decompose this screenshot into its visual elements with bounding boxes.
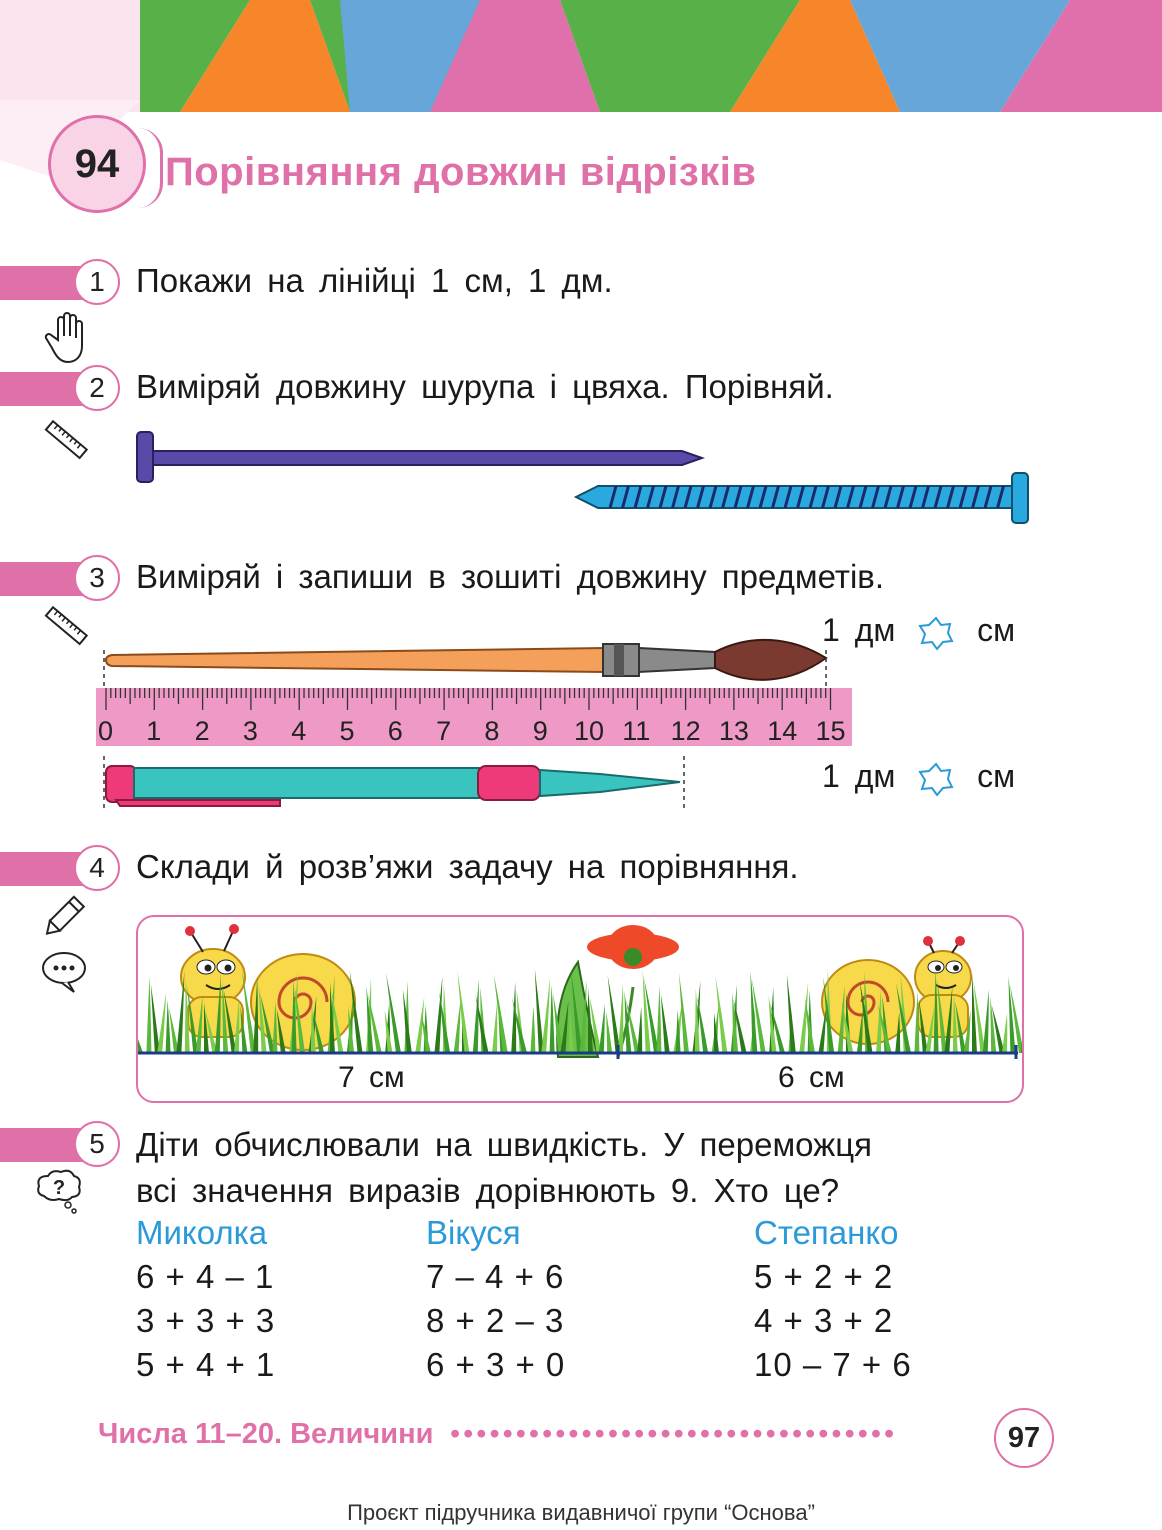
lesson-badge-arc	[138, 128, 163, 208]
page-number	[994, 1408, 1054, 1468]
blank-answer-icon[interactable]	[918, 762, 954, 796]
expression: 6 + 4 – 1	[136, 1258, 275, 1295]
brush-image	[100, 630, 836, 690]
pen-dm-value: 1 дм	[822, 758, 896, 794]
hand-icon	[44, 310, 88, 366]
expression: 5 + 4 + 1	[136, 1346, 276, 1383]
grass-blade	[541, 977, 550, 1053]
grass-blade	[599, 1004, 605, 1053]
expression: 4 + 3 + 2	[754, 1302, 894, 1339]
child-name-stepanko: Степанко	[754, 1214, 899, 1251]
ruler-label: 0	[98, 716, 114, 746]
grass-blade	[983, 989, 989, 1053]
grass-blade	[972, 973, 977, 1053]
brush-measurement	[822, 612, 1015, 650]
task-number-2: 2	[74, 365, 120, 411]
grass-blade	[787, 974, 796, 1053]
ruler-label: 8	[484, 716, 500, 746]
task-text-5-line-1: Діти обчислювали на швидкість. У переможця	[136, 1126, 872, 1163]
grass-blade	[588, 988, 593, 1053]
task-text-2: Виміряй довжину шурупа і цвяха. Порівняй.	[136, 368, 834, 405]
ruler-label: 9	[532, 716, 548, 746]
snails-meadow-picture	[136, 915, 1024, 1103]
brush-dm-value: 1 дм	[822, 612, 896, 648]
grass-blade	[151, 984, 160, 1053]
task-text-3: Виміряй і запиши в зошиті довжину предметів.	[136, 558, 884, 595]
ruler-label: 14	[767, 716, 798, 746]
ruler-label: 3	[242, 716, 258, 746]
ruler-label: 11	[622, 716, 651, 746]
grass-blade	[473, 979, 479, 1053]
grass-blade	[138, 1013, 143, 1053]
grass-blade	[530, 1006, 535, 1053]
task-text-1: Покажи на лінійці 1 см, 1 дм.	[136, 262, 613, 299]
grass-blade	[618, 983, 623, 1053]
grass-blade	[661, 994, 670, 1053]
grass-blade	[492, 1003, 497, 1053]
grass-blade	[637, 1007, 642, 1053]
grass-blade	[511, 982, 516, 1053]
svg-text:?: ?	[52, 1177, 66, 1199]
meadow-illustration	[138, 917, 1024, 1103]
expression: 6 + 3 + 0	[426, 1346, 566, 1383]
grass-blade	[1002, 1013, 1007, 1053]
ruler-label: 7	[436, 716, 452, 746]
ruler-label: 6	[387, 716, 403, 746]
screw-image	[574, 470, 1030, 526]
pen-measurement	[822, 758, 1015, 796]
task-number-4: 4	[74, 845, 120, 891]
ruler-icon	[44, 418, 88, 462]
child-name-vikusya: Вікуся	[426, 1214, 521, 1251]
grass-blade	[157, 992, 166, 1053]
grass-blade	[818, 1006, 826, 1053]
blank-answer-icon[interactable]	[918, 616, 954, 650]
pen-image	[100, 756, 690, 812]
left-segment-label: 7 см	[338, 1061, 405, 1094]
right-segment-label: 6 см	[778, 1061, 845, 1094]
ruler-label: 13	[718, 716, 749, 746]
decorative-banner	[0, 0, 1162, 112]
task-number-5: 5	[74, 1121, 120, 1167]
expression: 5 + 2 + 2	[754, 1258, 894, 1295]
thinking-icon	[34, 1168, 84, 1216]
lesson-number-badge	[48, 115, 146, 213]
expression: 7 – 4 + 6	[426, 1258, 565, 1295]
grass-blade	[656, 986, 661, 1053]
pen-cm-value: см	[977, 758, 1016, 794]
grass-blade	[714, 1013, 719, 1053]
brush-cm-value: см	[977, 612, 1016, 648]
task-text-4: Склади й розв’яжи задачу на порівняння.	[136, 848, 799, 885]
ruler-label: 2	[194, 716, 210, 746]
expression: 8 + 2 – 3	[426, 1302, 565, 1339]
publisher-credit: Проєкт підручника видавничої групи “Основа”	[347, 1500, 815, 1525]
page-title: Порівняння довжин відрізків	[165, 150, 757, 194]
ruler-label: 10	[574, 716, 605, 746]
lesson-number: 94	[74, 141, 120, 186]
ruler-label: 4	[291, 716, 307, 746]
pencil-icon	[40, 894, 88, 942]
child-name-mykolka: Миколка	[136, 1214, 268, 1251]
grass-blade	[166, 1000, 171, 1053]
grass-blade	[434, 976, 442, 1053]
grass-blade	[535, 969, 544, 1053]
grass-blade	[146, 976, 151, 1053]
task-text-5-line-2: всі значення виразів дорівнюють 9. Хто це?	[136, 1172, 840, 1209]
expression: 3 + 3 + 3	[136, 1302, 276, 1339]
grass-blade	[914, 991, 919, 1053]
ruler-icon	[44, 604, 88, 648]
ruler-label: 12	[670, 716, 701, 746]
section-footer: Числа 11–20. Величини	[98, 1418, 434, 1450]
page-number-text: 97	[1007, 1421, 1041, 1454]
ruler-label: 5	[339, 716, 355, 746]
grass-blade	[454, 1000, 461, 1053]
ruler-label: 1	[146, 716, 162, 746]
task-number-3: 3	[74, 555, 120, 601]
footer-dots: ••••••••••••••••••••••••••••••••••	[450, 1418, 898, 1450]
speech-bubble-icon	[40, 948, 88, 994]
ruler-label: 15	[815, 716, 846, 746]
grass-blade	[176, 971, 184, 1053]
expression: 10 – 7 + 6	[754, 1346, 912, 1383]
task-number-1: 1	[74, 259, 120, 305]
grass-blade	[550, 985, 555, 1053]
grass-blade	[606, 1012, 612, 1053]
